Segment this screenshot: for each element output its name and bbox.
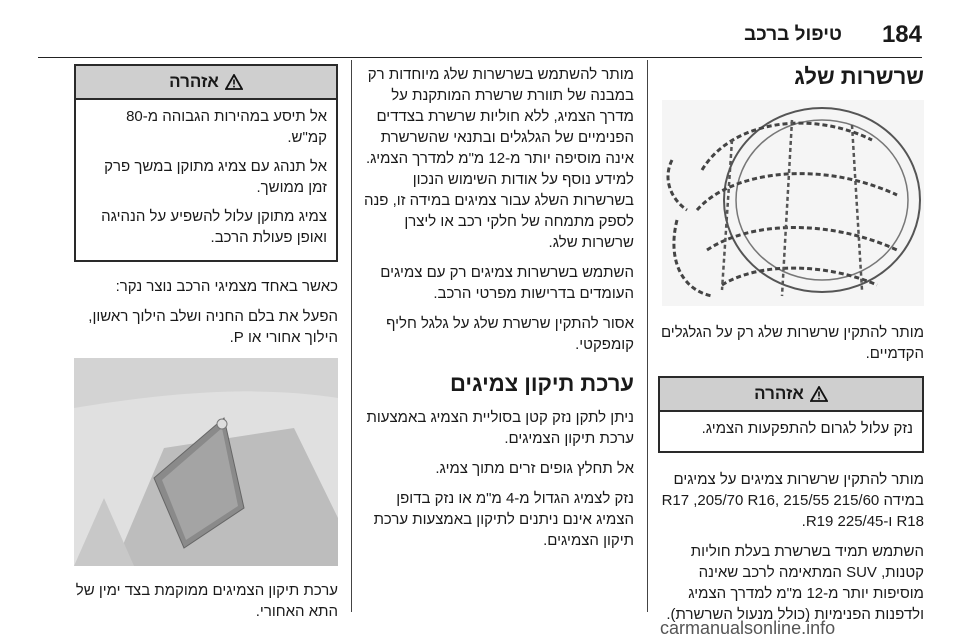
tire-sizes-paragraph: מותר להתקין שרשרות צמיגים על צמיגים במידה 215/60 R17 ,205/70 R16, 215/55 R18 ו-225/45 R19. <box>661 471 924 530</box>
warning-text: נזק עלול לגרום להתפקעות הצמיג. <box>701 420 913 437</box>
left-column <box>74 64 338 631</box>
right-column <box>658 64 924 634</box>
parking-brake-paragraph: הפעל את בלם החניה ושלב הילוך ראשון, הילוך אחורי או P. <box>88 308 338 346</box>
tire-repair-kit-title: ערכת תיקון צמיגים <box>449 371 634 396</box>
snow-chain-figure <box>662 100 924 306</box>
snow-chains-title: שרשרות שלג <box>794 64 924 89</box>
snow-chain-caption: מותר להתקין שרשרות שלג רק על הגלגלים הקדמיים. <box>660 324 924 362</box>
warning-item-handling: צמיג מתוקן עלול להשפיע על הנהיגה ואופן פעולת הרכב. <box>101 208 327 246</box>
warning-heading <box>76 66 336 100</box>
warning-box-tire-damage <box>658 376 924 453</box>
trunk-illustration <box>74 358 338 566</box>
warning-body <box>76 100 336 260</box>
middle-column <box>362 64 634 560</box>
compact-spare-paragraph: אסור להתקין שרשרת שלג על גלגל חליף קומפקטי. <box>386 315 634 353</box>
chain-spec-paragraph: מותר להשתמש בשרשרות שלג מיוחדות רק במבנה של תוורת שרשרת המותקנת על מדרך הצמיג, ללא חוליות שרשרת בצדדים הפנימיים של הגלגלים ובתנאי שהשרשרת אינה מוסיפה יותר מ-12 מ"מ למדרך הצמיג. למידע נוסף על אודות השימוש הנכון בשרשרות השלג עבור צמיגים במידה זו, פנה לספק מתמחה של חלקי רכב או ליצרן שרשרות שלג. <box>363 66 634 251</box>
damage-limit-paragraph: נזק לצמיג הגדול מ-4 מ"מ או נזק בדופן הצמיג אינם ניתנים לתיקון באמצעות ערכת תיקון הצמיגים. <box>373 490 634 549</box>
puncture-intro-paragraph: כאשר באחד מצמיגי הרכב נוצר נקר: <box>115 278 338 295</box>
column-divider-right <box>647 60 648 612</box>
warning-box-driving <box>74 64 338 262</box>
warning-item-speed: אל תיסע במהירות הגבוהה מ-80 קמ"ש. <box>126 108 327 146</box>
warning-body <box>660 412 922 451</box>
chain-usage-paragraph: השתמש בשרשרות צמיגים רק עם צמיגים העומדים בדרישות מפרטי הרכב. <box>380 264 634 302</box>
column-divider-left <box>351 60 352 612</box>
watermark: carmanualsonline.info <box>660 618 836 638</box>
warning-item-duration: אל תנהג עם צמיג מתוקן במשך פרק זמן ממושך. <box>104 158 327 196</box>
warning-heading-label: אזהרה <box>169 72 219 91</box>
page-number: 184 <box>881 21 922 48</box>
repair-kit-paragraph: ניתן לתקן נזק קטן בסוליית הצמיג באמצעות ערכת תיקון הצמיגים. <box>366 409 634 447</box>
repair-kit-location-caption: ערכת תיקון הצמיגים ממוקמת בצד ימין של התא האחורי. <box>75 582 338 620</box>
trunk-figure <box>74 358 338 566</box>
chain-type-paragraph: השתמש תמיד בשרשרת בעלת חוליות קטנות, SUV המתאימה לרכב שאינה מוסיפות יותר מ-12 מ"מ למדרך הצמיג ולדפנות הפנימיות (כולל מנעול השרשרת). <box>666 543 924 623</box>
page-header <box>0 0 960 64</box>
warning-triangle-icon <box>810 386 828 402</box>
warning-heading-label: אזהרה <box>754 384 804 403</box>
section-title: טיפול ברכב <box>744 24 842 45</box>
snow-chain-illustration <box>662 100 924 306</box>
foreign-objects-paragraph: אל תחלץ גופים זרים מתוך צמיג. <box>435 460 634 477</box>
header-rule <box>38 57 922 58</box>
warning-triangle-icon <box>225 74 243 90</box>
warning-heading <box>660 378 922 412</box>
